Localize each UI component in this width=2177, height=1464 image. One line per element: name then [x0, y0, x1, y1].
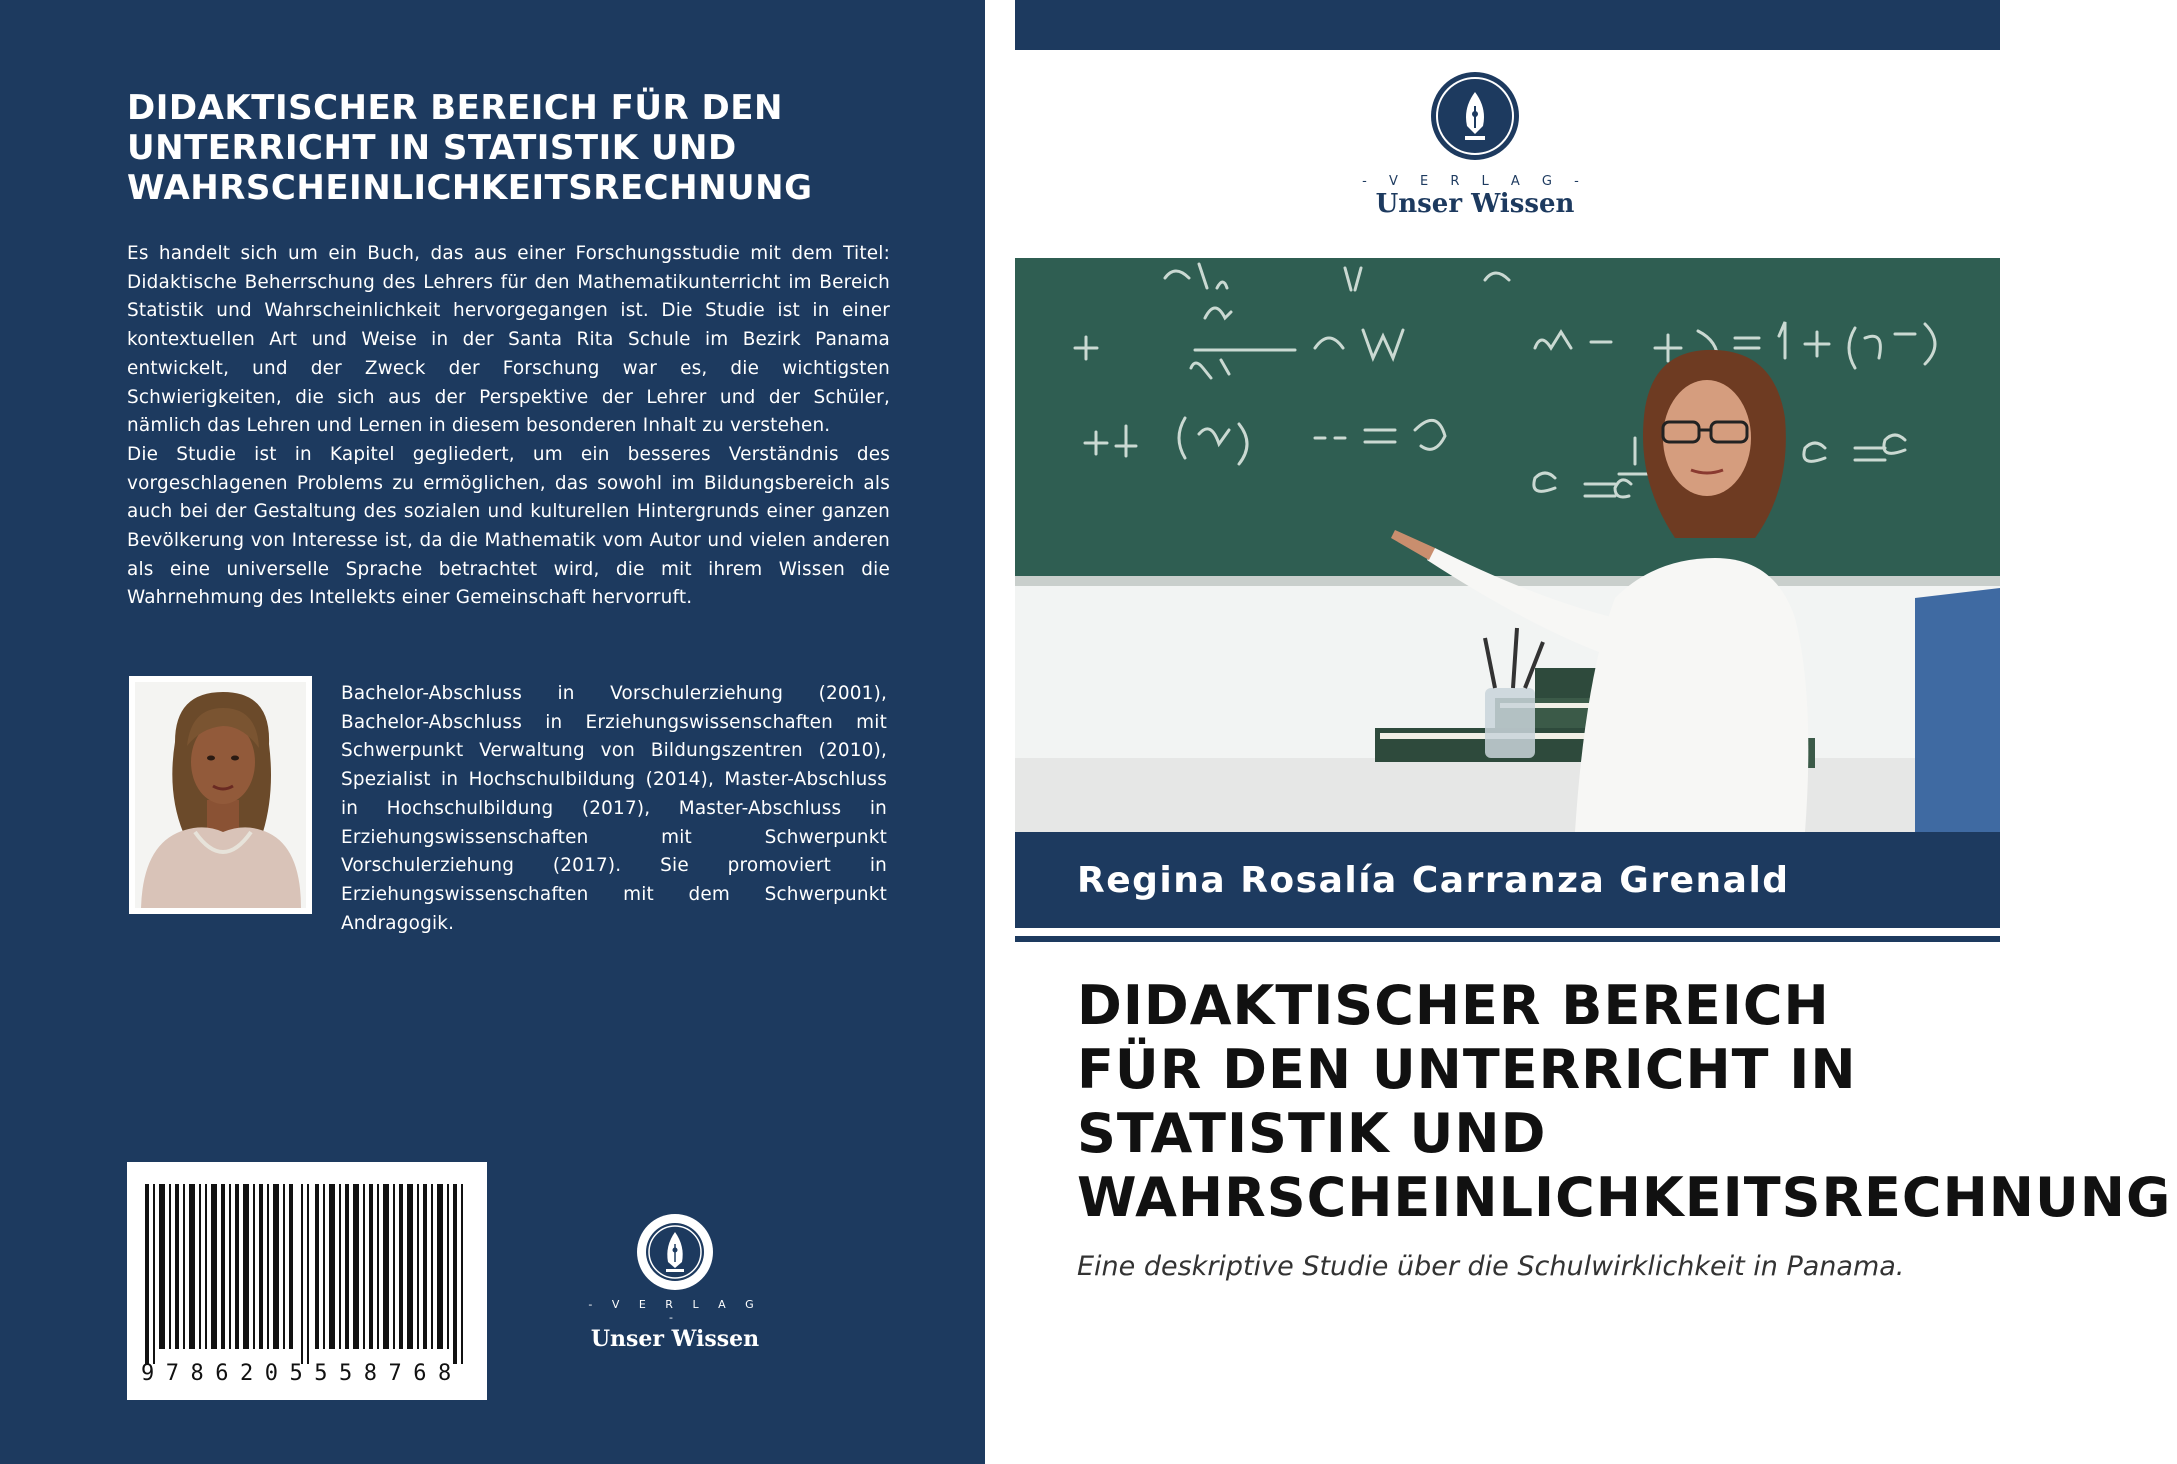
author-portrait-image	[135, 682, 306, 908]
fountain-pen-nib-icon	[635, 1212, 715, 1292]
back-cover-description	[127, 240, 890, 613]
back-cover	[0, 0, 985, 1464]
front-cover-title: DIDAKTISCHER BEREICH FÜR DEN UNTERRICHT IN STATISTIK UND WAHRSCHEINLICHKEITSRECHNUNG	[1077, 974, 2172, 1229]
fountain-pen-nib-icon	[1429, 70, 1521, 162]
isbn-number: 9786205558768	[141, 1361, 463, 1386]
author-band	[1015, 832, 2000, 928]
publisher-name: Unser Wissen	[1375, 189, 1575, 219]
description-paragraph-2: Die Studie ist in Kapitel gegliedert, um ein besseres Verständnis des vorgeschlagenen Problems zu ermöglichen, das sowohl im Bildungsbereich als auch bei der Gestaltung des sozialen und kulturellen Hintergrunds einer ganzen Bevölkerung von Interesse ist, da die Mathematik vom Autor und vielen anderen als eine universelle Sprache betrachtet wird, die mit ihrem Wissen die Wahrnehmung des Intellekts einer Gemeinschaft hervorruft.	[127, 443, 890, 609]
teacher-at-chalkboard-image	[1015, 258, 2000, 832]
author-biography: Bachelor-Abschluss in Vorschulerziehung (2001), Bachelor-Abschluss in Erziehungswissenschaften mit Schwerpunkt Verwaltung von Bildungszentren (2010), Spezialist in Hochschulbildung (2014), Master-Abschluss in Hochschulbildung (2017), Master-Abschluss in Erziehungswissenschaften mit Schwerpunkt Vorschulerziehung (2017). Sie promoviert in Erziehungswissenschaften mit dem Schwerpunkt Andragogik.	[341, 683, 887, 934]
publisher-verlag-label: - V E R L A G -	[1362, 174, 1588, 189]
description-paragraph-1: Es handelt sich um ein Buch, das aus einer Forschungsstudie mit dem Titel: Didaktische Beherrschung des Lehrers für den Mathematikunterricht im Bereich Statistik und Wahrscheinlichkeit hervorgegangen ist. Die Studie ist in einer kontextuellen Art und Weise in der Santa Rita Schule im Bezirk Panama entwickelt, und der Zweck der Forschung war es, die wichtigsten Schwierigkeiten, die sich aus der Perspektive der Lehrer und der Schüler, nämlich das Lehren und Lernen in diesem besonderen Inhalt zu verstehen.	[127, 243, 890, 437]
author-photo	[129, 676, 312, 914]
front-cover-subtitle: Eine deskriptive Studie über die Schulwirklichkeit in Panama.	[1077, 1251, 1905, 1282]
author-name: Regina Rosalía Carranza Grenald	[1077, 860, 1790, 901]
cover-photo-teacher-chalkboard	[1015, 258, 2000, 832]
barcode-bars	[145, 1184, 467, 1364]
spine-gap	[985, 0, 1015, 1464]
publisher-name: Unser Wissen	[590, 1326, 760, 1352]
divider-rule	[1015, 936, 2000, 942]
front-cover	[1015, 0, 2172, 1464]
publisher-verlag-label: - V E R L A G -	[588, 1298, 762, 1324]
back-cover-title: DIDAKTISCHER BEREICH FÜR DEN UNTERRICHT IN STATISTIK UND WAHRSCHEINLICHKEITSRECHNUNG	[127, 88, 813, 208]
front-top-bar	[1015, 0, 2000, 50]
publisher-logo-front	[1355, 70, 1595, 230]
barcode	[127, 1162, 487, 1400]
publisher-logo-back	[580, 1212, 770, 1352]
